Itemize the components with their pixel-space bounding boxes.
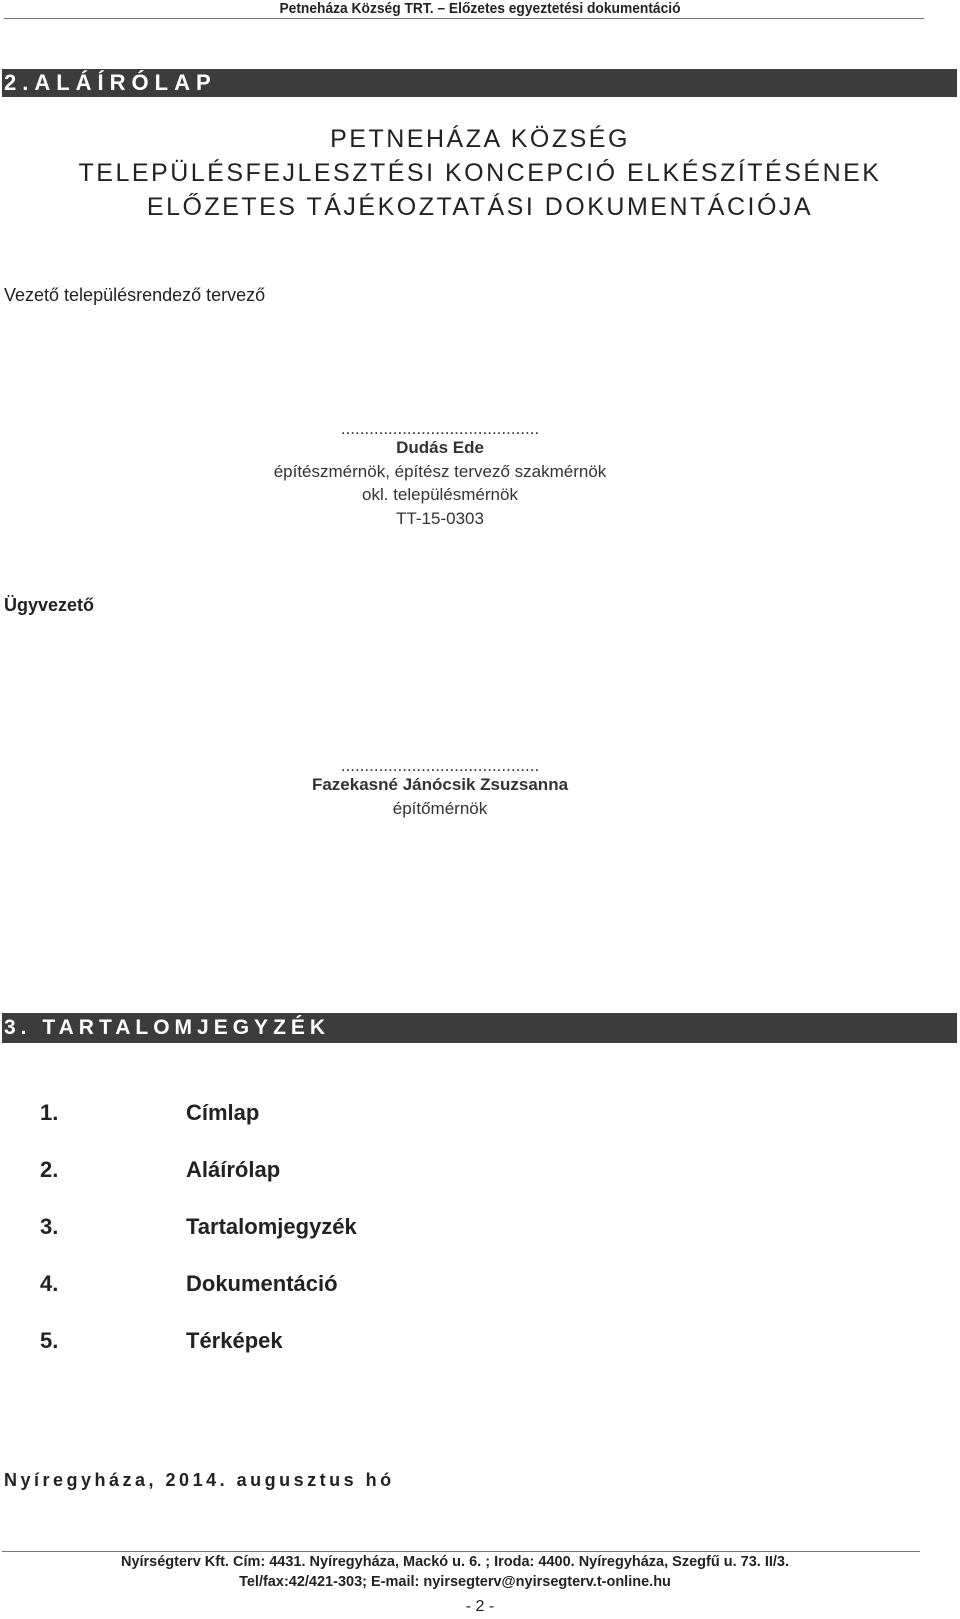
manager-signature-line: .......................................... (340, 756, 540, 775)
manager-role-label: Ügyvezető (4, 595, 95, 615)
toc-item-label: Térképek (186, 1328, 283, 1353)
footer-contact: Tel/fax:42/421-303; E-mail: nyirsegterv@nyirsegterv.t-online.hu (239, 1574, 671, 1590)
title-line-3: ELŐZETES TÁJÉKOZTATÁSI DOKUMENTÁCIÓJA (146, 193, 814, 221)
toc-item-number: 3. (40, 1214, 59, 1239)
toc-item-label: Dokumentáció (186, 1271, 338, 1296)
toc-item-label: Aláírólap (186, 1157, 281, 1182)
manager-qualification: építőmérnök (392, 799, 488, 818)
toc-item-number: 1. (40, 1100, 59, 1125)
toc-item-label: Tartalomjegyzék (186, 1214, 357, 1239)
planner-qualification-1: építészmérnök, építész tervező szakmérnök (273, 462, 607, 481)
toc-item-number: 4. (40, 1271, 59, 1296)
planner-signature-line: .......................................... (340, 419, 540, 438)
footer-address: Nyírségterv Kft. Cím: 4431. Nyíregyháza, Mackó u. 6. ; Iroda: 4400. Nyíregyháza, Szegfű u. 73. II/3. (120, 1554, 790, 1570)
toc-item-number: 2. (40, 1157, 59, 1182)
planner-role-label: Vezető településrendező tervező (4, 285, 266, 305)
planner-signature-block (170, 419, 710, 532)
section-heading-toc: 3. TARTALOMJEGYZÉK (2, 1013, 957, 1043)
title-line-1: PETNEHÁZA KÖZSÉG (330, 125, 630, 153)
manager-name: Fazekasné Jánócsik Zsuzsanna (311, 775, 569, 794)
manager-signature-block (170, 756, 710, 820)
planner-license: TT-15-0303 (396, 509, 484, 528)
place-and-date: Nyíregyháza, 2014. augusztus hó (4, 1470, 395, 1490)
toc-item-number: 5. (40, 1328, 59, 1353)
title-line-2: TELEPÜLÉSFEJLESZTÉSI KONCEPCIÓ ELKÉSZÍTÉSÉNEK (78, 159, 882, 187)
planner-qualification-2: okl. településmérnök (362, 485, 518, 504)
footer-divider (2, 1551, 920, 1552)
toc-item-label: Címlap (186, 1100, 260, 1125)
section-heading-signature: 2.ALÁÍRÓLAP (2, 69, 957, 97)
page-number: - 2 - (465, 1598, 495, 1615)
planner-name: Dudás Ede (396, 438, 484, 457)
page-header: Petneháza Község TRT. – Előzetes egyeztetési dokumentáció (279, 0, 681, 17)
header-divider (4, 18, 924, 19)
